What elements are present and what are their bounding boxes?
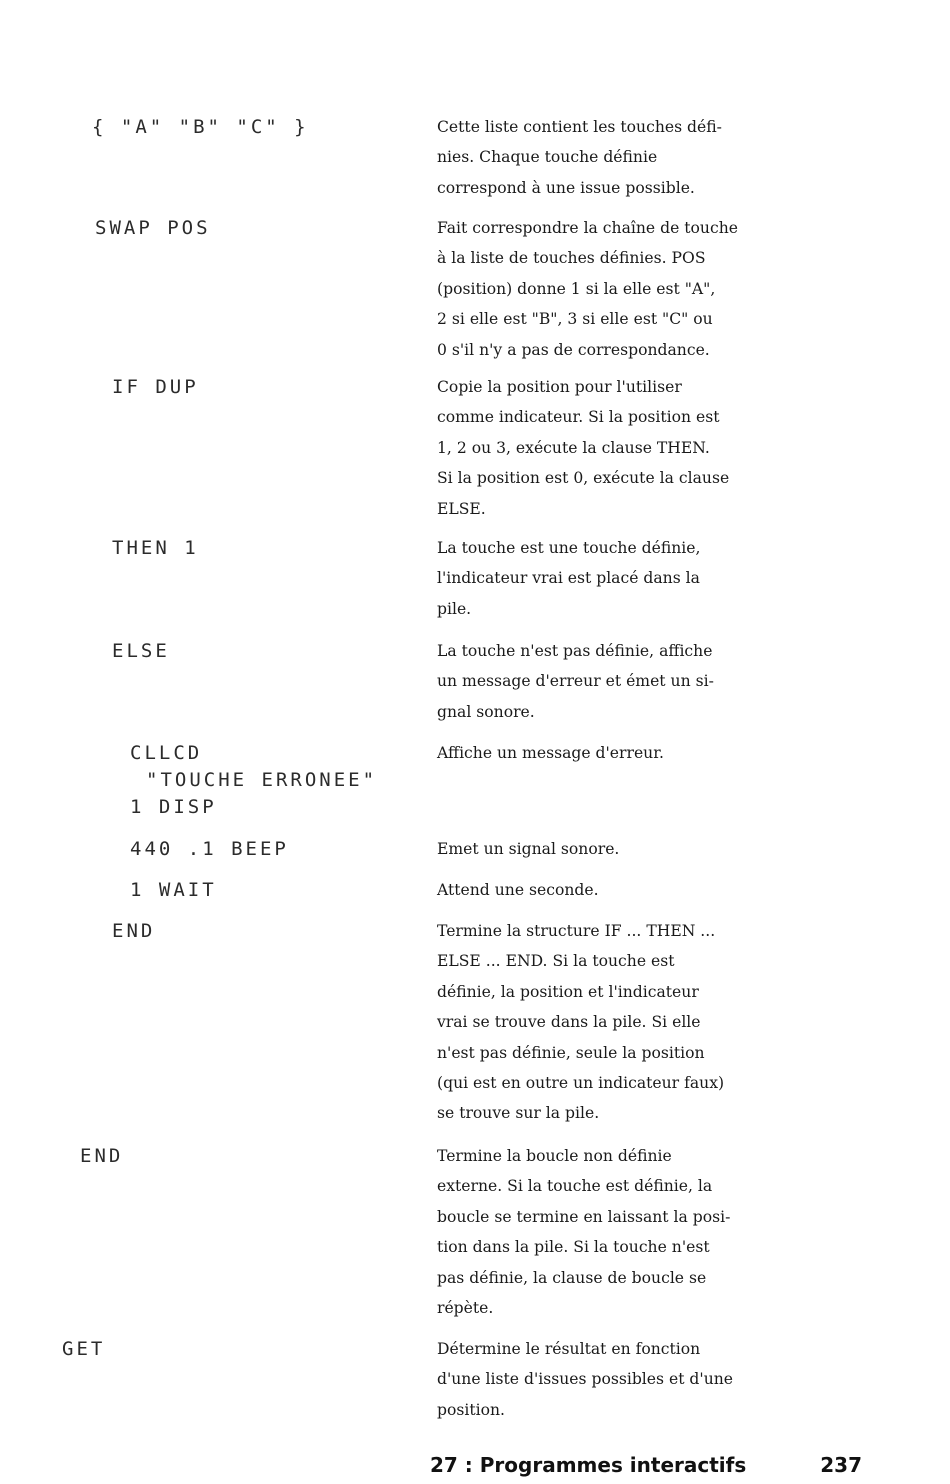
description-line: position. bbox=[437, 1400, 506, 1419]
description-line: comme indicateur. Si la position est bbox=[437, 408, 720, 427]
description-block bbox=[437, 875, 867, 905]
description-block bbox=[437, 916, 867, 1129]
description-block bbox=[437, 738, 867, 768]
description-line: Termine la structure IF ... THEN ... bbox=[437, 922, 716, 940]
chapter-title: 27 : Programmes interactifs bbox=[430, 1453, 747, 1477]
description-line: nies. Chaque touche définie bbox=[437, 148, 658, 167]
code-line: 440 .1 BEEP bbox=[130, 838, 289, 860]
description-line: tion dans la pile. Si la touche n'est bbox=[437, 1238, 710, 1257]
description-line: 0 s'il n'y a pas de correspondance. bbox=[437, 340, 710, 359]
description-line: Termine la boucle non définie bbox=[437, 1147, 672, 1165]
description-line: (qui est en outre un indicateur faux) bbox=[437, 1074, 725, 1093]
code-line: END bbox=[112, 920, 156, 942]
page-number: 237 bbox=[820, 1453, 862, 1477]
description-block bbox=[437, 112, 867, 203]
description-line: ELSE ... END. Si la touche est bbox=[437, 952, 675, 971]
description-line: (position) donne 1 si la elle est "A", bbox=[437, 279, 716, 298]
description-line: Cette liste contient les touches défi- bbox=[437, 118, 722, 136]
description-block bbox=[437, 372, 867, 524]
description-line: correspond à une issue possible. bbox=[437, 178, 695, 197]
code-line: END bbox=[80, 1145, 124, 1167]
description-line: Fait correspondre la chaîne de touche bbox=[437, 219, 738, 237]
code-line: GET bbox=[62, 1338, 106, 1360]
description-line: 1, 2 ou 3, exécute la clause THEN. bbox=[437, 438, 710, 457]
description-line: pile. bbox=[437, 599, 472, 618]
description-block bbox=[437, 533, 867, 624]
description-line: d'une liste d'issues possibles et d'une bbox=[437, 1370, 734, 1389]
description-line: externe. Si la touche est définie, la bbox=[437, 1177, 713, 1196]
description-line: 2 si elle est "B", 3 si elle est "C" ou bbox=[437, 310, 713, 329]
description-line: gnal sonore. bbox=[437, 702, 535, 721]
description-line: Détermine le résultat en fonction bbox=[437, 1340, 701, 1358]
description-block bbox=[437, 636, 867, 727]
description-line: La touche n'est pas définie, affiche bbox=[437, 642, 713, 660]
code-line: 1 DISP bbox=[130, 796, 217, 818]
description-line: se trouve sur la pile. bbox=[437, 1104, 600, 1123]
description-block bbox=[437, 1141, 867, 1323]
description-line: vrai se trouve dans la pile. Si elle bbox=[437, 1013, 701, 1032]
description-line: Attend une seconde. bbox=[437, 881, 599, 899]
description-line: Si la position est 0, exécute la clause bbox=[437, 469, 730, 488]
code-line: ELSE bbox=[112, 640, 170, 662]
description-line: La touche est une touche définie, bbox=[437, 539, 701, 557]
description-line: Emet un signal sonore. bbox=[437, 840, 620, 858]
page-footer bbox=[430, 1453, 862, 1477]
description-block bbox=[437, 213, 867, 365]
description-block bbox=[437, 834, 867, 864]
description-line: Copie la position pour l'utiliser bbox=[437, 378, 682, 396]
code-line: IF DUP bbox=[112, 376, 199, 398]
description-line: définie, la position et l'indicateur bbox=[437, 982, 699, 1001]
description-line: ELSE. bbox=[437, 499, 486, 518]
code-line: 1 WAIT bbox=[130, 879, 217, 901]
description-line: Affiche un message d'erreur. bbox=[437, 744, 664, 762]
description-line: à la liste de touches définies. POS bbox=[437, 249, 706, 268]
description-block bbox=[437, 1334, 867, 1425]
code-line: { "A" "B" "C" } bbox=[92, 116, 309, 138]
code-line: "TOUCHE ERRONEE" bbox=[146, 769, 378, 791]
description-line: répète. bbox=[437, 1299, 494, 1318]
description-line: l'indicateur vrai est placé dans la bbox=[437, 569, 700, 588]
description-line: n'est pas définie, seule la position bbox=[437, 1043, 705, 1062]
description-line: pas définie, la clause de boucle se bbox=[437, 1268, 707, 1287]
code-line: SWAP POS bbox=[95, 217, 211, 239]
description-line: boucle se termine en laissant la posi- bbox=[437, 1207, 731, 1226]
code-line: THEN 1 bbox=[112, 537, 199, 559]
code-line: CLLCD bbox=[130, 742, 203, 764]
description-line: un message d'erreur et émet un si- bbox=[437, 672, 714, 691]
